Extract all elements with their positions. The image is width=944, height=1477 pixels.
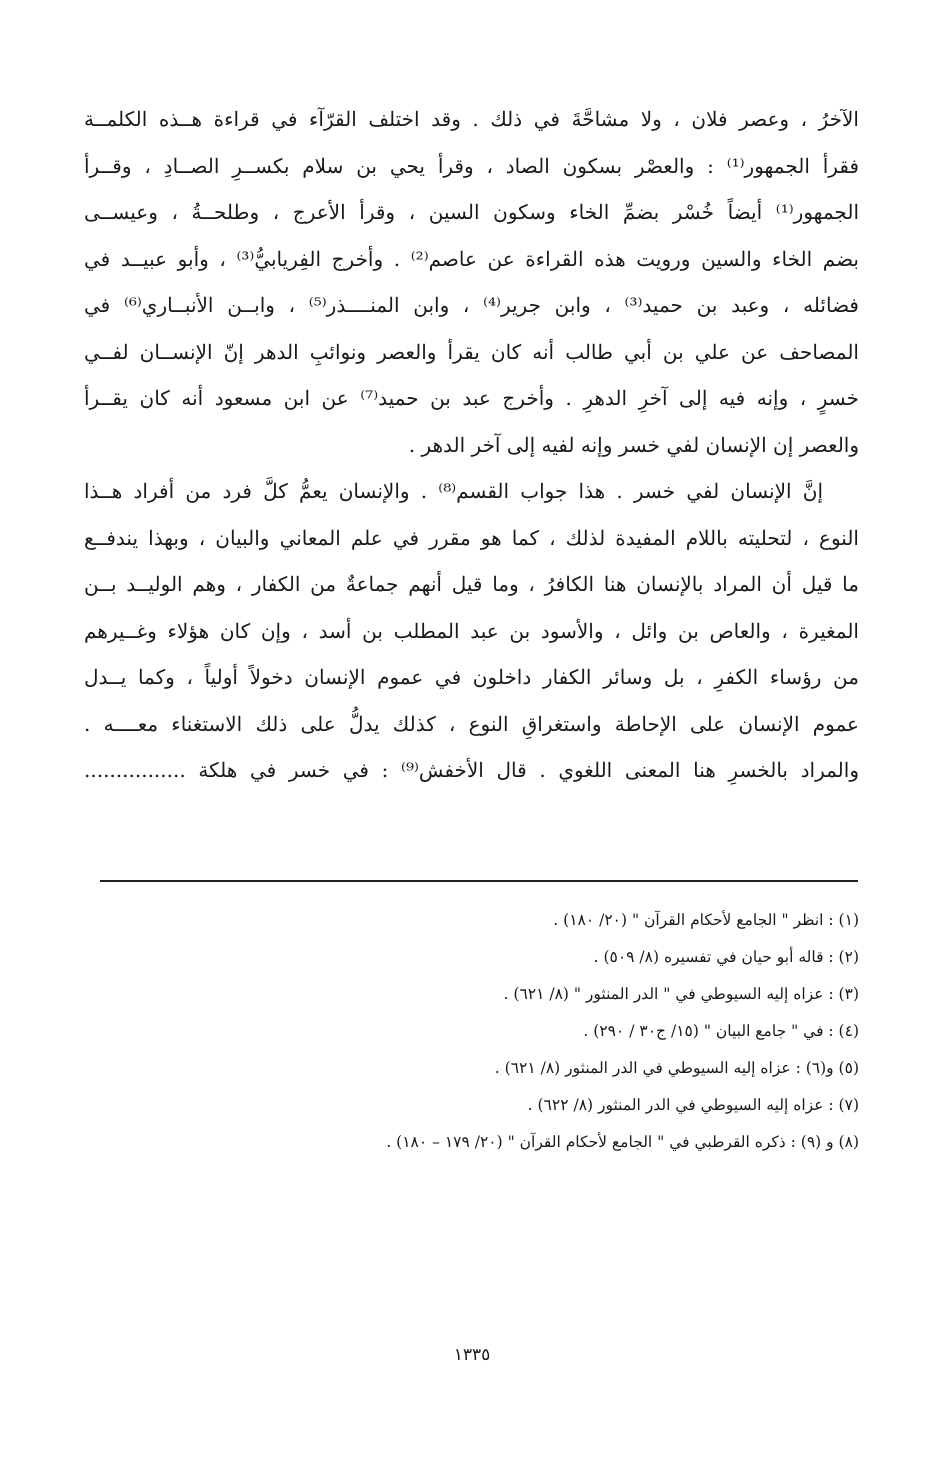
text-line: المغيرة ، والعاص بن وائل ، والأسود بن عبد المطلب بن أسد ، وإن كان هؤلاء وغــيرهم bbox=[84, 618, 859, 643]
text-line: من رؤساء الكفرِ ، بل وسائر الكفار داخلون في عموم الإنسان دخولاً أولياً ، وكما يــدل bbox=[84, 665, 859, 689]
text-line: المصاحف عن علي بن أبي طالب أنه كان يقرأ والعصر ونوائبِ الدهر إنّ الإنســان لفــي bbox=[84, 339, 859, 364]
text-line: والمراد بالخسرِ هنا المعنى اللغوي . قال الأخفش⁽⁹⁾ : في خسر في هلكة ................ bbox=[84, 758, 859, 782]
footnote: (٥) و(٦) : عزاه إليه السيوطي في الدر المنثور (٨/ ٦٢١) . bbox=[494, 1059, 859, 1077]
footnote: (٤) : في " جامع البيان " (١٥/ ج٣٠ / ٢٩٠) . bbox=[583, 1022, 859, 1040]
text-line: فقرأ الجمهور⁽¹⁾ : والعصْر بسكون الصاد ، وقرأ يحي بن سلام بكســرِ الصــادِ ، وقــرأ bbox=[84, 153, 859, 178]
text-line: بضم الخاء والسين ورويت هذه القراءة عن عاصم⁽²⁾ . وأخرج الفِريابيُّ⁽³⁾ ، وأبو عبيــد في bbox=[84, 246, 859, 271]
text-line: ما قيل أن المراد بالإنسان هنا الكافرُ ، وما قيل أنهم جماعةٌ من الكفار ، وهم الوليــد بــن bbox=[84, 572, 859, 596]
footnotes bbox=[84, 902, 859, 1161]
text-line: الجمهور⁽¹⁾ أيضاً خُسْر بضمِّ الخاء وسكون السين ، وقرأ الأعرج ، وطلحــةُ ، وعيســى bbox=[84, 200, 859, 224]
text-line: النوع ، لتحليته باللام المفيدة لذلك ، كما هو مقرر في علم المعاني والبيان ، وبهذا يندفــع bbox=[84, 525, 859, 550]
text-line: إنَّ الإنسان لفي خسر . هذا جواب القسم⁽⁸⁾ . والإنسان يعمُّ كلَّ فرد من أفراد هــذا bbox=[84, 479, 824, 503]
footnote: (٧) : عزاه إليه السيوطي في الدر المنثور (٨/ ٦٢٢) . bbox=[527, 1096, 859, 1114]
footnote: (٢) : قاله أبو حيان في تفسيره (٨/ ٥٠٩) . bbox=[593, 948, 859, 966]
text-line: فضائله ، وعبد بن حميد⁽³⁾ ، وابن جرير⁽⁴⁾ ، وابن المنــــذر⁽⁵⁾ ، وابــن الأنبــاري⁽⁶⁾ في bbox=[84, 293, 859, 317]
text-line: خسرٍ ، وإنه فيه إلى آخرِ الدهرِ . وأخرج عبد بن حميد⁽⁷⁾ عن ابن مسعود أنه كان يقــرأ bbox=[84, 386, 859, 410]
footnote: (٨) و (٩) : ذكره القرطبي في " الجامع لأحكام القرآن " (٢٠/ ١٧٩ – ١٨٠) . bbox=[386, 1133, 859, 1151]
footnote-divider bbox=[100, 880, 858, 882]
text-line: الآخرُ ، وعصر فلان ، ولا مشاحَّةَ في ذلك . وقد اختلف القرّآء في قراءة هــذه الكلمــة bbox=[84, 107, 859, 131]
footnote: (٣) : عزاه إليه السيوطي في " الدر المنثور " (٨/ ٦٢١) . bbox=[503, 985, 859, 1003]
page-number: ١٣٣٥ bbox=[453, 1345, 491, 1365]
text-line: عموم الإنسان على الإحاطة واستغراقِ النوع ، كذلك يدلُّ على ذلك الاستغناء معــــه . bbox=[84, 711, 859, 736]
body-text bbox=[84, 96, 859, 794]
text-line: والعصر إن الإنسان لفي خسر وإنه لفيه إلى آخر الدهر . bbox=[408, 432, 859, 457]
footnote: (١) : انظر " الجامع لأحكام القرآن " (٢٠/ ١٨٠) . bbox=[553, 911, 859, 929]
